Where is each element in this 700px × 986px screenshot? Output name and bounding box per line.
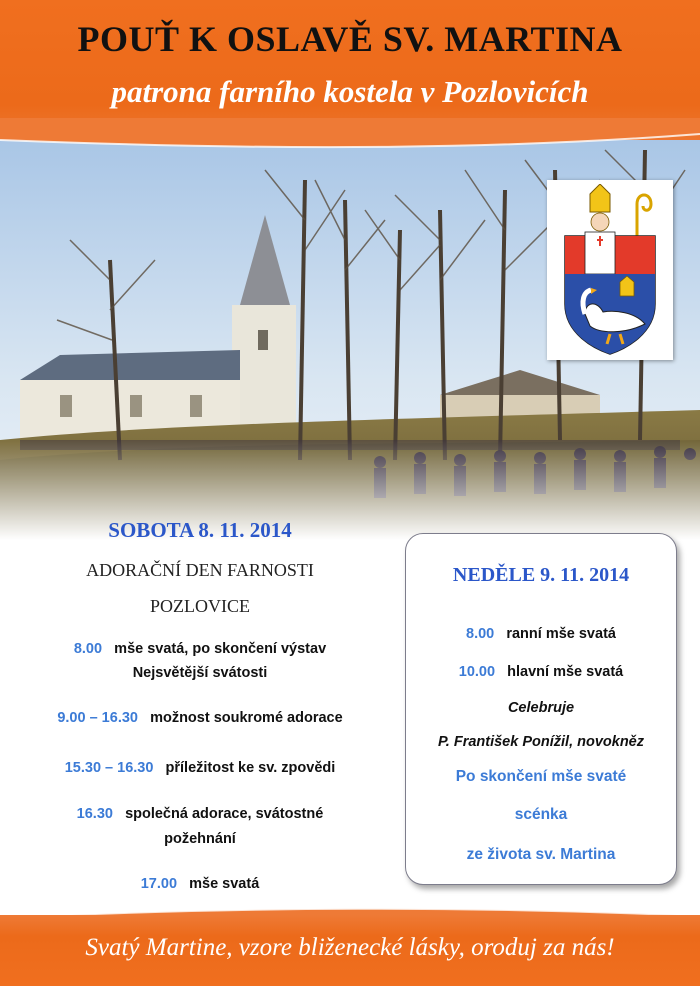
saturday-event-2 [0, 710, 400, 726]
event-desc: hlavní mše svatá [507, 664, 624, 680]
event-time: 9.00 – 16.30 [57, 710, 138, 726]
event-desc-cont: Nejsvětější svátosti [132, 665, 268, 681]
event-time: 16.30 [76, 806, 113, 822]
saturday-event-1-cont [0, 665, 400, 681]
after-mass-line1: Po skončení mše svaté [455, 768, 627, 785]
event-time: 17.00 [140, 876, 178, 892]
page-subtitle: patrona farního kostela v Pozlovicích [111, 74, 589, 109]
sunday-event-1 [406, 626, 676, 642]
event-time: 8.00 [466, 626, 495, 642]
celebrant-name: P. František Ponížil, novokněz [437, 734, 644, 750]
event-desc: možnost soukromé adorace [150, 710, 343, 726]
sunday-program-box [405, 533, 677, 885]
saturday-heading-line2: POZLOVICE [150, 596, 250, 616]
sunday-event-2 [406, 664, 676, 680]
event-desc: mše svatá, po skončení výstav [114, 641, 327, 657]
coat-of-arms-card [547, 180, 673, 360]
event-desc: společná adorace, svátostné [125, 806, 324, 822]
after-mass-line2: scénka [514, 806, 568, 823]
sunday-date: NEDĚLE 9. 11. 2014 [452, 564, 630, 586]
event-time: 15.30 – 16.30 [64, 760, 154, 776]
event-desc: mše svatá [189, 876, 260, 892]
footer-prayer: Svatý Martine, vzore bliženecké lásky, oroduj za nás! [85, 934, 615, 961]
saturday-event-4 [0, 806, 400, 822]
saturday-event-3 [0, 760, 400, 776]
coat-of-arms-bishop-goose-icon [555, 184, 665, 356]
event-desc: ranní mše svatá [506, 626, 616, 642]
after-mass-line3: ze života sv. Martina [466, 846, 616, 863]
event-time: 8.00 [73, 641, 103, 657]
header-curve [0, 118, 700, 178]
saturday-event-4-cont [0, 831, 400, 847]
saturday-date: SOBOTA 8. 11. 2014 [108, 518, 292, 542]
event-desc-cont: požehnání [164, 831, 236, 847]
page-title: POUŤ K OSLAVĚ SV. MARTINA [77, 19, 623, 59]
saturday-heading-line1: ADORAČNÍ DEN FARNOSTI [86, 560, 314, 580]
celebrant-label: Celebruje [507, 700, 575, 716]
event-time: 10.00 [458, 664, 496, 680]
event-desc: příležitost ke sv. zpovědi [165, 760, 336, 776]
saturday-event-1 [0, 641, 400, 657]
